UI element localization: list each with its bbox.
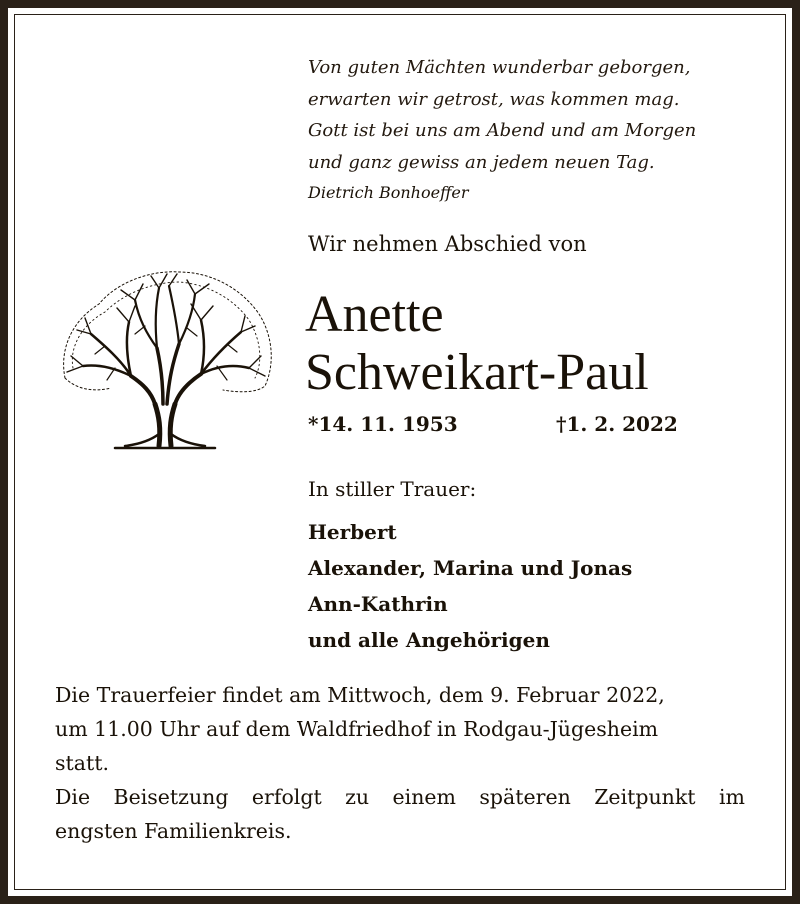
poem-line: Von guten Mächten wunderbar geborgen, (308, 57, 691, 78)
funeral-info (55, 678, 745, 848)
last-name: Schweikart-Paul (305, 344, 649, 401)
mourner-name: und alle Angehörigen (308, 628, 550, 652)
mourners-list (308, 514, 632, 658)
life-dates (308, 408, 678, 440)
deceased-name (305, 286, 649, 402)
mourner-name: Alexander, Marina und Jonas (308, 556, 633, 580)
info-word: im (718, 785, 745, 809)
info-word: zu (345, 785, 370, 809)
tree-icon (55, 268, 275, 453)
poem-line: erwarten wir getrost, was kommen mag. (308, 88, 680, 110)
mourner-name: Herbert (308, 520, 397, 544)
info-word: Zeitpunkt (594, 785, 696, 809)
info-line: Die Trauerfeier findet am Mittwoch, dem 9. Februar 2022, (55, 683, 665, 707)
mourning-label: In stiller Trauer: (308, 477, 477, 501)
info-line: um 11.00 Uhr auf dem Waldfriedhof in Rodgau-Jügesheim (55, 717, 659, 741)
poem-line: und ganz gewiss an jedem neuen Tag. (308, 151, 655, 173)
info-word: späteren (479, 785, 571, 809)
farewell-heading: Wir nehmen Abschied von (308, 232, 587, 256)
info-word: einem (392, 785, 456, 809)
info-line-justified (55, 780, 745, 814)
poem (308, 52, 696, 178)
info-word: erfolgt (251, 785, 322, 809)
birth-date: *14. 11. 1953 (308, 412, 458, 436)
mourner-name: Ann-Kathrin (308, 592, 448, 616)
death-date: †1. 2. 2022 (556, 412, 678, 436)
info-word: Die (55, 785, 91, 809)
poem-author: Dietrich Bonhoeffer (308, 183, 469, 202)
info-line: statt. (55, 751, 109, 775)
info-word: Beisetzung (113, 785, 229, 809)
info-line: engsten Familienkreis. (55, 819, 292, 843)
poem-line: Gott ist bei uns am Abend und am Morgen (308, 120, 697, 141)
first-name: Anette (305, 286, 444, 343)
